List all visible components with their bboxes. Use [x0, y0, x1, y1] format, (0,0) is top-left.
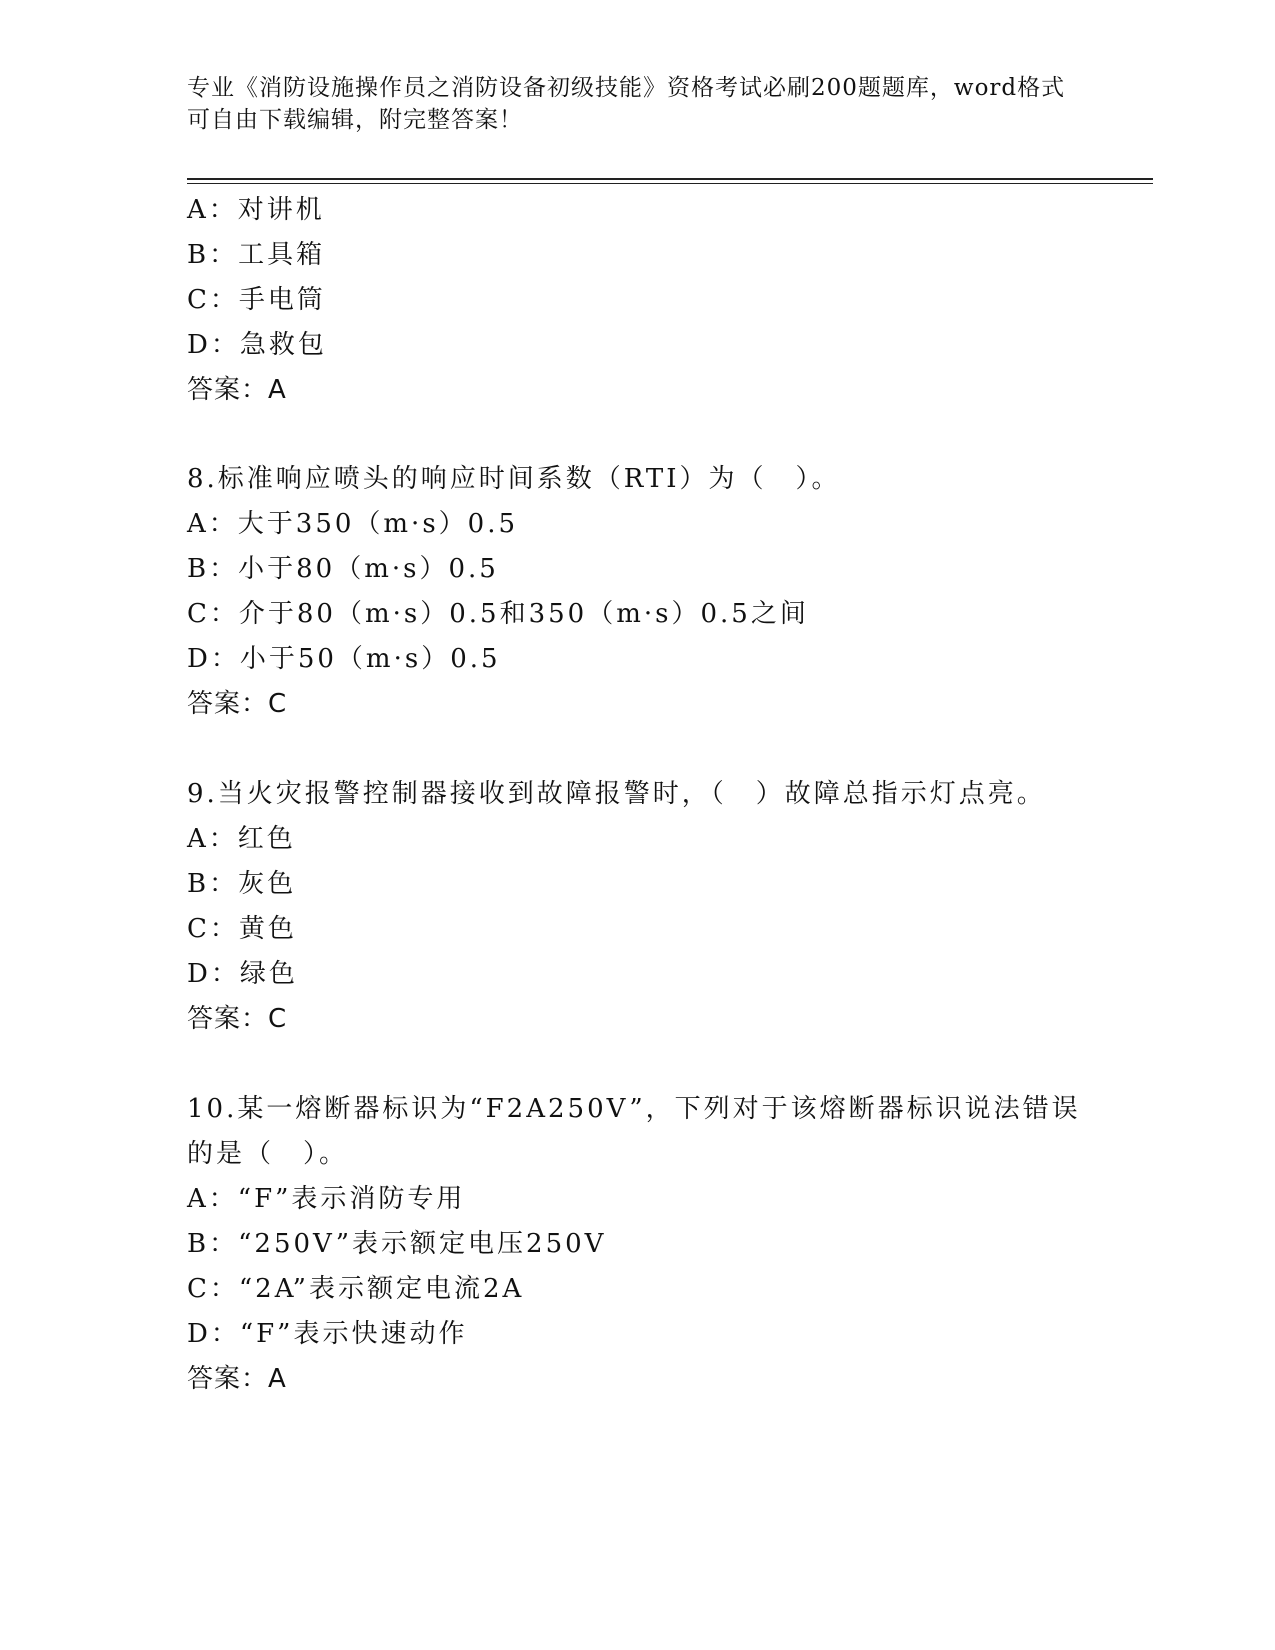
q9-option-b: B：灰色 [187, 869, 297, 899]
q7-answer: 答案：A [187, 375, 287, 405]
document-header: 专业《消防设施操作员之消防设备初级技能》资格考试必刷200题题库，word格式可自由下载编辑，附完整答案！ [187, 75, 1066, 133]
q9-option-a: A：红色 [187, 824, 296, 854]
q10-option-b: B：“250V”表示额定电压250V [187, 1229, 607, 1259]
q8-option-b: B：小于80（m·s）0.5 [187, 554, 499, 584]
q10-answer: 答案：A [187, 1364, 287, 1394]
q10-question-line1: 10.某一熔断器标识为“F2A250V”，下列对于该熔断器标识说法错误 [187, 1094, 1081, 1124]
header-divider-thin [187, 183, 1153, 184]
q9-option-c: C：黄色 [187, 914, 297, 944]
q8-option-d: D：小于50（m·s）0.5 [187, 644, 501, 674]
q7-option-b: B：工具箱 [187, 240, 326, 270]
q7-option-a: A：对讲机 [187, 195, 325, 225]
q10-option-d: D：“F”表示快速动作 [187, 1319, 468, 1349]
q8-option-c: C：介于80（m·s）0.5和350（m·s）0.5之间 [187, 599, 809, 629]
q9-answer: 答案：C [187, 1004, 288, 1034]
q8-option-a: A：大于350（m·s）0.5 [187, 509, 519, 539]
q10-option-c: C：“2A”表示额定电流2A [187, 1274, 525, 1304]
header-divider-thick [187, 178, 1153, 180]
q10-question-line2: 的是（ ）。 [187, 1139, 349, 1169]
q10-option-a: A：“F”表示消防专用 [187, 1184, 466, 1214]
q8-question: 8.标准响应喷头的响应时间系数（RTI）为（ ）。 [187, 464, 841, 494]
q8-answer: 答案：C [187, 689, 288, 719]
q9-option-d: D：绿色 [187, 959, 298, 989]
q9-question: 9.当火灾报警控制器接收到故障报警时，（ ）故障总指示灯点亮。 [187, 779, 1046, 809]
q7-option-c: C：手电筒 [187, 285, 326, 315]
q7-option-d: D：急救包 [187, 330, 327, 360]
